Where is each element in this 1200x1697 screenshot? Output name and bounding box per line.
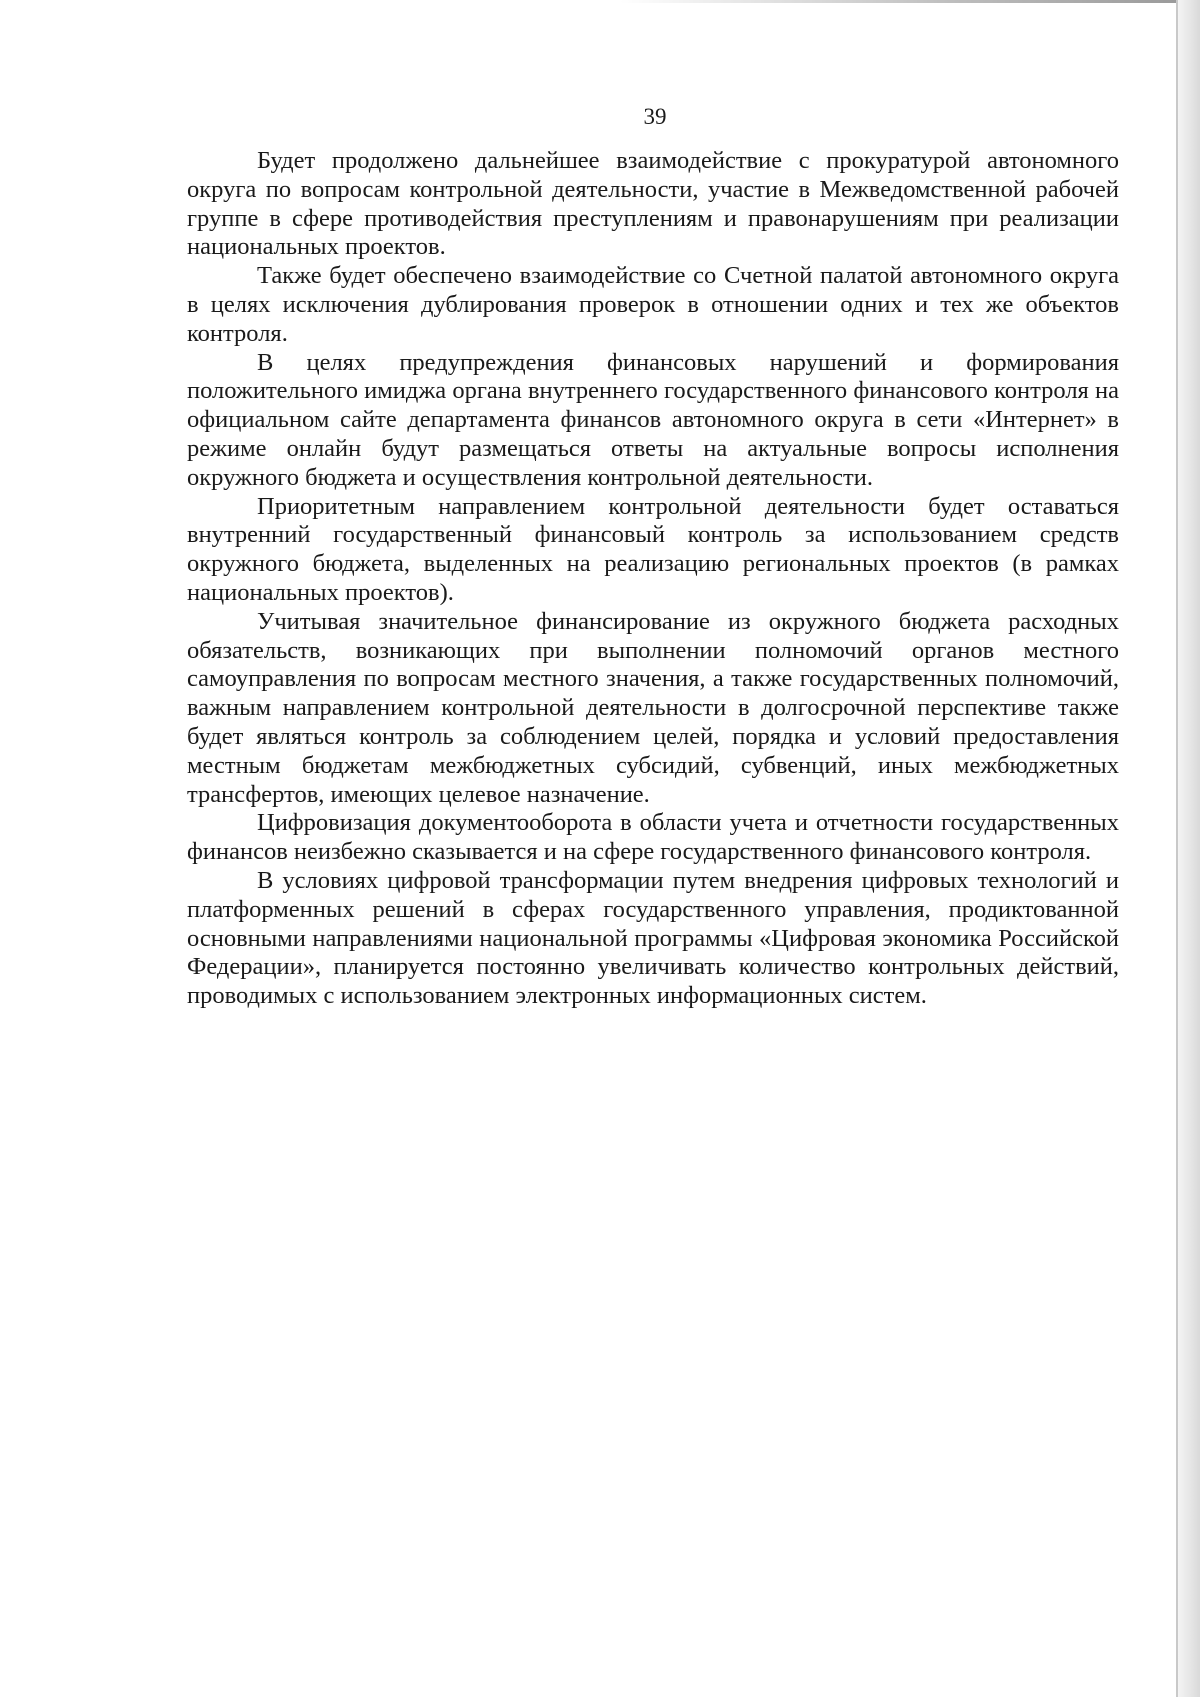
paragraph-priority-control: Приоритетным направлением контрольной деятельности будет оставаться внутренний государственный финансовый контроль за использованием средств окружного бюджета, выделенных на реализацию региональных проектов (в рамках национальных проектов).	[187, 492, 1119, 606]
paragraph-prosecutor-cooperation: Будет продолжено дальнейшее взаимодействие с прокуратурой автономного округа по вопросам контрольной деятельности, участие в Межведомственной рабочей группе в сфере противодействия преступлениям и правонарушениям при реализации национальных проектов.	[187, 147, 1119, 261]
paragraph-interbudget-transfers: Учитывая значительное финансирование из окружного бюджета расходных обязательств, возникающих при выполнении полномочий органов местного самоуправления по вопросам местного значения, а также государственных полномочий, важным направлением контрольной деятельности в долгосрочной перспективе также будет являться контроль за соблюдением целей, порядка и условий предоставления местным бюджетам межбюджетных субсидий, субвенций, иных межбюджетных трансфертов, имеющих целевое назначение.	[187, 607, 1119, 808]
paragraph-prevention-website: В целях предупреждения финансовых нарушений и формирования положительного имиджа органа внутреннего государственного финансового контроля на официальном сайте департамента финансов автономного округа в сети «Интернет» в режиме онлайн будут размещаться ответы на актуальные вопросы исполнения окружного бюджета и осуществления контрольной деятельности.	[187, 348, 1119, 491]
page-number: 39	[643, 104, 667, 129]
document-body	[187, 147, 1119, 1011]
paragraph-digitalization: Цифровизация документооборота в области учета и отчетности государственных финансов неизбежно сказывается и на сфере государственного финансового контроля.	[187, 809, 1119, 866]
paragraph-accounts-chamber: Также будет обеспечено взаимодействие со Счетной палатой автономного округа в целях исключения дублирования проверок в отношении одних и тех же объектов контроля.	[187, 262, 1119, 347]
paragraph-digital-transformation: В условиях цифровой трансформации путем внедрения цифровых технологий и платформенных решений в сферах государственного управления, продиктованной основными направлениями национальной программы «Цифровая экономика Российской Федерации», планируется постоянно увеличивать количество контрольных действий, проводимых с использованием электронных информационных систем.	[187, 866, 1119, 1010]
scan-page-edge	[1178, 0, 1200, 1697]
scan-top-shadow	[620, 0, 1180, 3]
